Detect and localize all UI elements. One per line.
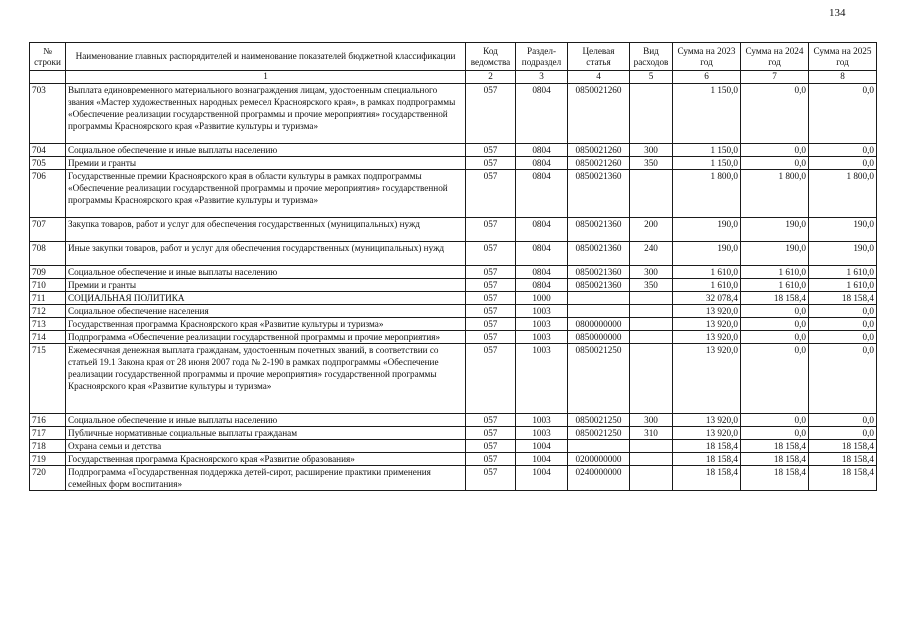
row-sum-2024: 0,0 [741, 427, 809, 440]
row-section: 0804 [516, 279, 568, 292]
row-dept: 057 [466, 170, 516, 218]
header-sum-2025: Сумма на 2025 год [809, 43, 877, 71]
row-number: 706 [30, 170, 66, 218]
row-sum-2025: 0,0 [809, 144, 877, 157]
row-sum-2023: 190,0 [673, 242, 741, 266]
row-dept: 057 [466, 305, 516, 318]
row-number: 717 [30, 427, 66, 440]
row-type: 350 [630, 157, 673, 170]
row-target: 0850021250 [568, 427, 630, 440]
header-dept: Код ведомства [466, 43, 516, 71]
row-sum-2023: 18 158,4 [673, 440, 741, 453]
row-sum-2024: 18 158,4 [741, 292, 809, 305]
table-row [30, 84, 877, 144]
row-sum-2025: 190,0 [809, 218, 877, 242]
row-sum-2023: 13 920,0 [673, 414, 741, 427]
row-number: 718 [30, 440, 66, 453]
row-section: 0804 [516, 144, 568, 157]
row-name: Ежемесячная денежная выплата гражданам, удостоенным почетных званий, в соответствии со статьей 19.1 Закона края от 28 июня 2007 года № 2-190 в рамках подпрограммы «Обеспечение реализации государственной программы и прочие мероприятия» государственной программы Красноярского края «Развитие культуры и туризма» [66, 344, 466, 414]
row-number: 715 [30, 344, 66, 414]
row-type: 300 [630, 414, 673, 427]
row-target: 0850021250 [568, 344, 630, 414]
row-name: Охрана семьи и детства [66, 440, 466, 453]
row-target [568, 292, 630, 305]
row-sum-2023: 13 920,0 [673, 427, 741, 440]
table-row [30, 440, 877, 453]
row-section: 1004 [516, 453, 568, 466]
row-dept: 057 [466, 218, 516, 242]
row-target: 0850000000 [568, 331, 630, 344]
row-sum-2023: 18 158,4 [673, 466, 741, 491]
row-sum-2025: 18 158,4 [809, 453, 877, 466]
row-number: 711 [30, 292, 66, 305]
row-sum-2023: 190,0 [673, 218, 741, 242]
row-dept: 057 [466, 344, 516, 414]
row-sum-2023: 1 610,0 [673, 266, 741, 279]
column-number: 2 [466, 71, 516, 84]
row-sum-2025: 0,0 [809, 427, 877, 440]
header-sum-2024: Сумма на 2024 год [741, 43, 809, 71]
row-type: 310 [630, 427, 673, 440]
row-type [630, 466, 673, 491]
row-section: 0804 [516, 157, 568, 170]
table-row [30, 242, 877, 266]
row-section: 0804 [516, 218, 568, 242]
table-row [30, 466, 877, 491]
row-number: 705 [30, 157, 66, 170]
row-number: 710 [30, 279, 66, 292]
row-sum-2023: 1 150,0 [673, 84, 741, 144]
row-sum-2025: 0,0 [809, 305, 877, 318]
column-number-row [30, 71, 877, 84]
row-sum-2025: 0,0 [809, 414, 877, 427]
row-sum-2025: 1 610,0 [809, 279, 877, 292]
row-number: 708 [30, 242, 66, 266]
row-target [568, 440, 630, 453]
row-dept: 057 [466, 318, 516, 331]
header-name: Наименование главных распорядителей и наименование показателей бюджетной классификации [66, 43, 466, 71]
row-target: 0850021360 [568, 242, 630, 266]
row-sum-2023: 1 150,0 [673, 157, 741, 170]
row-section: 1003 [516, 414, 568, 427]
row-name: Государственная программа Красноярского края «Развитие образования» [66, 453, 466, 466]
table-row [30, 157, 877, 170]
row-sum-2023: 13 920,0 [673, 318, 741, 331]
row-number: 704 [30, 144, 66, 157]
row-target: 0850021360 [568, 266, 630, 279]
row-name: Публичные нормативные социальные выплаты гражданам [66, 427, 466, 440]
column-number: 4 [568, 71, 630, 84]
row-type [630, 331, 673, 344]
row-sum-2025: 18 158,4 [809, 292, 877, 305]
row-number: 713 [30, 318, 66, 331]
row-sum-2025: 1 800,0 [809, 170, 877, 218]
row-target: 0850021360 [568, 218, 630, 242]
row-target: 0850021250 [568, 414, 630, 427]
row-sum-2024: 0,0 [741, 344, 809, 414]
table-header-row [30, 43, 877, 71]
table-row [30, 144, 877, 157]
row-sum-2025: 0,0 [809, 344, 877, 414]
row-type: 350 [630, 279, 673, 292]
row-sum-2023: 18 158,4 [673, 453, 741, 466]
row-type [630, 318, 673, 331]
table-row [30, 453, 877, 466]
row-target: 0850021360 [568, 170, 630, 218]
row-sum-2023: 1 150,0 [673, 144, 741, 157]
row-target: 0800000000 [568, 318, 630, 331]
row-sum-2025: 190,0 [809, 242, 877, 266]
row-number: 712 [30, 305, 66, 318]
row-section: 1000 [516, 292, 568, 305]
row-type: 300 [630, 266, 673, 279]
row-dept: 057 [466, 84, 516, 144]
table-row [30, 170, 877, 218]
row-name: Иные закупки товаров, работ и услуг для обеспечения государственных (муниципальных) нужд [66, 242, 466, 266]
row-dept: 057 [466, 292, 516, 305]
row-type [630, 84, 673, 144]
row-number: 703 [30, 84, 66, 144]
row-type: 300 [630, 144, 673, 157]
row-sum-2024: 0,0 [741, 331, 809, 344]
row-type [630, 440, 673, 453]
row-sum-2023: 32 078,4 [673, 292, 741, 305]
row-sum-2023: 1 800,0 [673, 170, 741, 218]
row-name: Подпрограмма «Государственная поддержка детей-сирот, расширение практики применения семейных форм воспитания» [66, 466, 466, 491]
row-number: 709 [30, 266, 66, 279]
row-sum-2023: 13 920,0 [673, 331, 741, 344]
row-section: 0804 [516, 84, 568, 144]
header-section: Раздел-подраздел [516, 43, 568, 71]
row-name: СОЦИАЛЬНАЯ ПОЛИТИКА [66, 292, 466, 305]
row-sum-2024: 18 158,4 [741, 440, 809, 453]
row-section: 1003 [516, 344, 568, 414]
row-sum-2025: 0,0 [809, 331, 877, 344]
row-section: 1003 [516, 305, 568, 318]
header-expense-type: Вид расходов [630, 43, 673, 71]
row-sum-2024: 1 610,0 [741, 266, 809, 279]
table-row [30, 305, 877, 318]
row-name: Социальное обеспечение и иные выплаты населению [66, 266, 466, 279]
table-row [30, 414, 877, 427]
row-dept: 057 [466, 453, 516, 466]
row-target: 0850021260 [568, 84, 630, 144]
row-sum-2025: 1 610,0 [809, 266, 877, 279]
row-type [630, 170, 673, 218]
row-sum-2025: 0,0 [809, 318, 877, 331]
row-section: 1003 [516, 331, 568, 344]
row-name: Социальное обеспечение и иные выплаты населению [66, 414, 466, 427]
budget-table [29, 42, 877, 491]
row-sum-2023: 1 610,0 [673, 279, 741, 292]
row-name: Социальное обеспечение и иные выплаты населению [66, 144, 466, 157]
table-row [30, 266, 877, 279]
row-type [630, 292, 673, 305]
row-name: Премии и гранты [66, 157, 466, 170]
row-sum-2024: 18 158,4 [741, 466, 809, 491]
row-name: Премии и гранты [66, 279, 466, 292]
table-row [30, 218, 877, 242]
column-number: 6 [673, 71, 741, 84]
row-section: 1004 [516, 440, 568, 453]
row-target [568, 305, 630, 318]
row-name: Государственные премии Красноярского края в области культуры в рамках подпрограммы «Обеспечение реализации государственной программы и прочие мероприятия» государственной программы Красноярского края «Развитие культуры и туризма» [66, 170, 466, 218]
row-type [630, 344, 673, 414]
row-dept: 057 [466, 242, 516, 266]
row-sum-2025: 0,0 [809, 84, 877, 144]
table-row [30, 279, 877, 292]
header-target: Целевая статья [568, 43, 630, 71]
page-number: 134 [829, 7, 846, 19]
row-sum-2025: 0,0 [809, 157, 877, 170]
header-row-no: № строки [30, 43, 66, 71]
row-number: 714 [30, 331, 66, 344]
row-name: Закупка товаров, работ и услуг для обеспечения государственных (муниципальных) нужд [66, 218, 466, 242]
row-sum-2024: 1 610,0 [741, 279, 809, 292]
row-sum-2025: 18 158,4 [809, 466, 877, 491]
column-number: 7 [741, 71, 809, 84]
row-section: 1004 [516, 466, 568, 491]
row-sum-2024: 0,0 [741, 84, 809, 144]
column-number [30, 71, 66, 84]
row-sum-2024: 0,0 [741, 144, 809, 157]
row-sum-2024: 0,0 [741, 318, 809, 331]
row-sum-2024: 18 158,4 [741, 453, 809, 466]
row-type: 200 [630, 218, 673, 242]
row-number: 720 [30, 466, 66, 491]
row-section: 0804 [516, 242, 568, 266]
row-dept: 057 [466, 144, 516, 157]
table-row [30, 344, 877, 414]
row-sum-2023: 13 920,0 [673, 305, 741, 318]
table-row [30, 292, 877, 305]
row-type: 240 [630, 242, 673, 266]
row-name: Подпрограмма «Обеспечение реализации государственной программы и прочие мероприятия» [66, 331, 466, 344]
row-section: 1003 [516, 318, 568, 331]
table-row [30, 331, 877, 344]
row-type [630, 305, 673, 318]
column-number: 8 [809, 71, 877, 84]
row-sum-2024: 0,0 [741, 305, 809, 318]
table-row [30, 427, 877, 440]
row-name: Социальное обеспечение населения [66, 305, 466, 318]
row-target: 0850021360 [568, 279, 630, 292]
row-dept: 057 [466, 466, 516, 491]
row-target: 0200000000 [568, 453, 630, 466]
row-type [630, 453, 673, 466]
header-sum-2023: Сумма на 2023 год [673, 43, 741, 71]
row-sum-2024: 190,0 [741, 218, 809, 242]
row-dept: 057 [466, 414, 516, 427]
row-dept: 057 [466, 440, 516, 453]
row-sum-2024: 0,0 [741, 157, 809, 170]
row-name: Государственная программа Красноярского края «Развитие культуры и туризма» [66, 318, 466, 331]
row-section: 1003 [516, 427, 568, 440]
row-sum-2024: 0,0 [741, 414, 809, 427]
column-number: 1 [66, 71, 466, 84]
row-number: 719 [30, 453, 66, 466]
row-target: 0850021260 [568, 157, 630, 170]
column-number: 5 [630, 71, 673, 84]
row-sum-2023: 13 920,0 [673, 344, 741, 414]
row-sum-2024: 190,0 [741, 242, 809, 266]
row-number: 716 [30, 414, 66, 427]
row-dept: 057 [466, 331, 516, 344]
row-dept: 057 [466, 279, 516, 292]
row-dept: 057 [466, 427, 516, 440]
row-sum-2024: 1 800,0 [741, 170, 809, 218]
row-dept: 057 [466, 266, 516, 279]
row-name: Выплата единовременного материального вознаграждения лицам, удостоенным специального звания «Мастер художественных народных ремесел Красноярского края», в рамках подпрограммы «Обеспечение реализации государственной программы и прочие мероприятия» государственной программы Красноярского края «Развитие культуры и туризма» [66, 84, 466, 144]
row-dept: 057 [466, 157, 516, 170]
row-target: 0850021260 [568, 144, 630, 157]
row-section: 0804 [516, 266, 568, 279]
row-sum-2025: 18 158,4 [809, 440, 877, 453]
column-number: 3 [516, 71, 568, 84]
table-row [30, 318, 877, 331]
row-target: 0240000000 [568, 466, 630, 491]
row-section: 0804 [516, 170, 568, 218]
row-number: 707 [30, 218, 66, 242]
